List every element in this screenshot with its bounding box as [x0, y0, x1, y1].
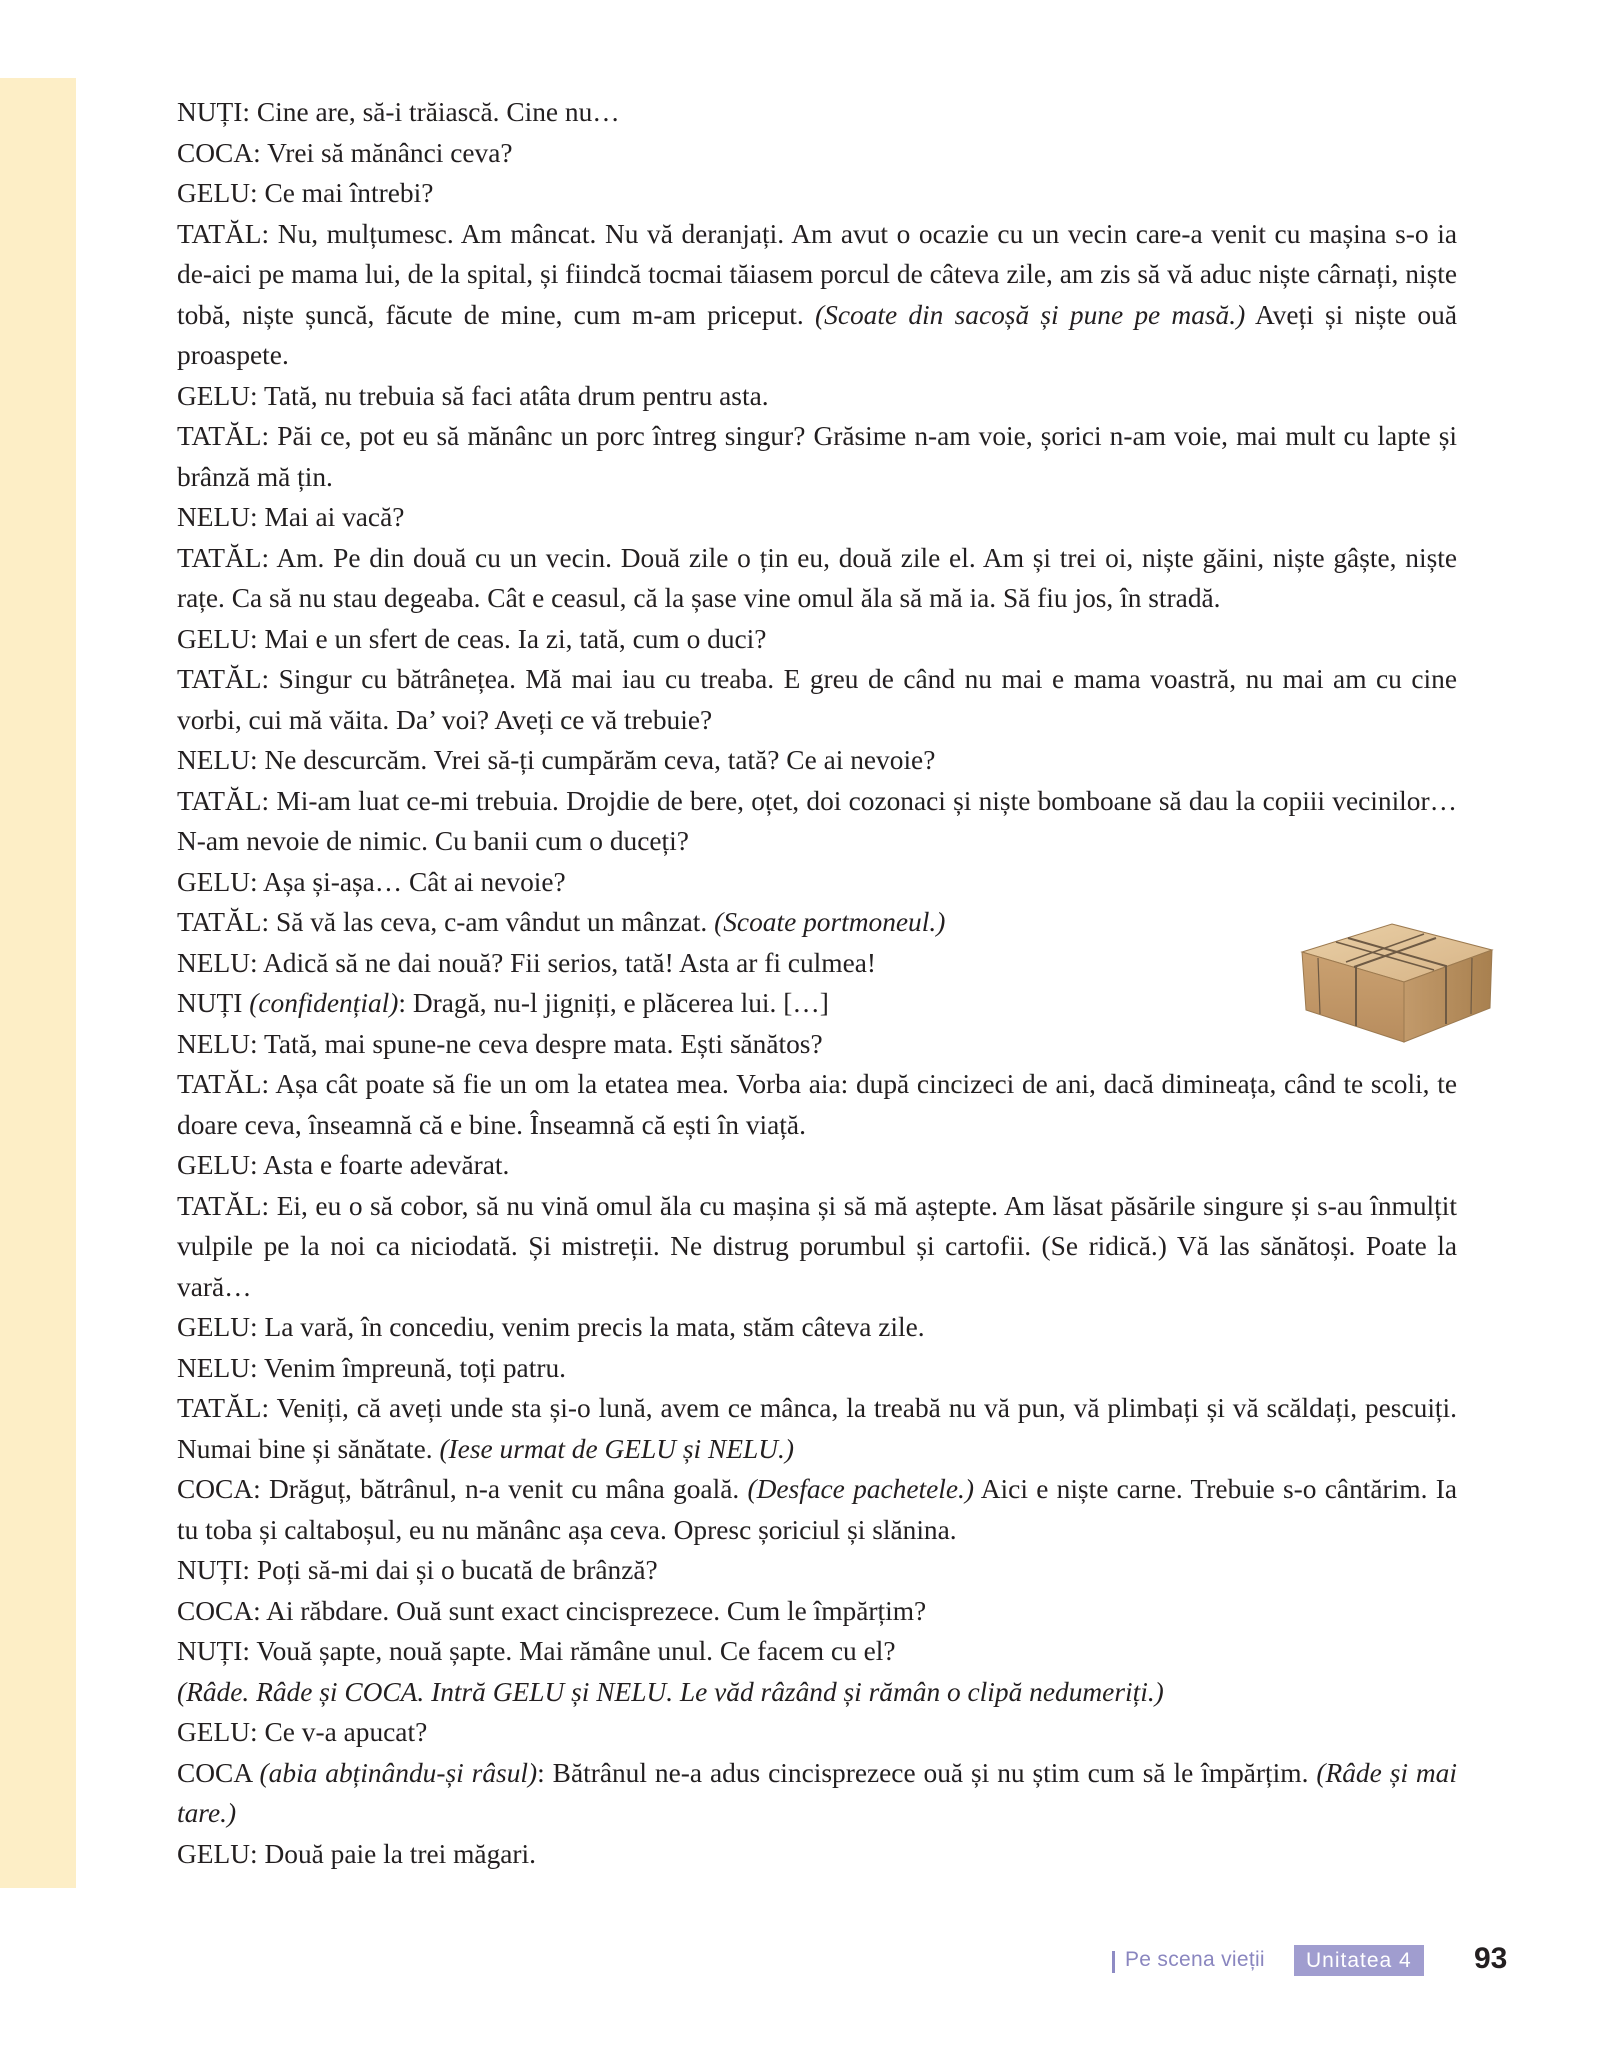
section-title: Pe scena vieții: [1125, 1948, 1265, 1971]
footer-divider: [1112, 1951, 1115, 1973]
page-number: 93: [1474, 1942, 1508, 1975]
stage-direction: (Râde. Râde și COCA. Intră GELU și NELU. Le văd râzând și rămân o clipă nedumeriți.): [177, 1676, 1164, 1707]
dialogue-line: GELU: Două paie la trei măgari.: [177, 1838, 536, 1869]
stage-direction: (Scoate portmoneul.): [714, 907, 946, 937]
dialogue-line: GELU: Tată, nu trebuia să faci atâta drum pentru asta.: [177, 380, 769, 411]
dialogue-line: NELU: Tată, mai spune-ne ceva despre mata. Ești sănătos?: [177, 1028, 823, 1059]
dialogue-text: [177, 92, 1457, 1874]
dialogue-line: GELU: Mai e un sfert de ceas. Ia zi, tată, cum o duci?: [177, 623, 767, 654]
stage-direction: (abia abținându-și râsul): [259, 1757, 538, 1788]
stage-direction: (Iese urmat de GELU și NELU.): [439, 1433, 794, 1464]
dialogue-line: NELU: Mai ai vacă?: [177, 502, 405, 532]
dialogue-line: TATĂL: Am. Pe din două cu un vecin. Două zile o țin eu, două zile el. Am și trei oi, niște găini, niște gâște, niște rațe. Ca să nu stau degeaba. Cât e ceasul, că la șase vine omul ăla să mă ia. Să fiu jos, în stradă.: [177, 542, 1457, 613]
unit-badge: Unitatea 4: [1294, 1945, 1424, 1976]
dialogue-line: TATĂL: Nu, mulțumesc. Am mâncat. Nu vă deranjați. Am avut o ocazie cu un vecin care-a venit cu mașina s-o ia de-aici pe mama lui, de la spital, și fiindcă tocmai tăiasem porcul de câteva zile, am zis să vă aduc niște cârnați, niște tobă, niște șuncă, făcute de mine, cum m-am priceput. (Scoate din sacoșă și pune pe masă.) Aveți și niște ouă proaspete.: [177, 218, 1457, 370]
dialogue-line: TATĂL: Așa cât poate să fie un om la etatea mea. Vorba aia: după cincizeci de ani, dacă dimineața, când te scoli, te doare ceva, înseamnă că e bine. Înseamnă că ești în viață.: [177, 1069, 1457, 1140]
dialogue-line: COCA: Drăguț, bătrânul, n-a venit cu mâna goală. (Desface pachetele.) Aici e niște carne. Trebuie s-o cântărim. Ia tu toba și caltaboșul, eu nu mănânc așa ceva. Opresc șoriciul și slănina.: [177, 1474, 1457, 1545]
stage-direction: (Scoate din sacoșă și pune pe masă.): [815, 299, 1246, 330]
margin-strip: [0, 78, 76, 1888]
parcel-icon: [1296, 918, 1496, 1048]
dialogue-line: GELU: Ce v-a apucat?: [177, 1717, 428, 1747]
stage-direction: (Desface pachetele.): [747, 1474, 974, 1504]
dialogue-line: GELU: La vară, în concediu, venim precis la mata, stăm câteva zile.: [177, 1312, 925, 1342]
dialogue-line: TATĂL: Ei, eu o să cobor, să nu vină omul ăla cu mașina și să mă aștepte. Am lăsat păsările singure și s-au înmulțit vulpile pe la noi ca niciodată. Și mistreții. Ne distrug porumbul și cartofii. (Se ridică.) Vă las sănătoși. Poate la vară…: [177, 1190, 1457, 1302]
stage-direction: (confidențial): [249, 988, 399, 1018]
dialogue-line: NUȚI: Vouă șapte, nouă șapte. Mai rămâne unul. Ce facem cu el?: [177, 1636, 896, 1666]
dialogue-line: NUȚI (confidențial): Dragă, nu-l jigniți, e plăcerea lui. […]: [177, 988, 829, 1018]
dialogue-line: GELU: Ce mai întrebi?: [177, 178, 434, 208]
dialogue-line: NELU: Ne descurcăm. Vrei să-ți cumpărăm ceva, tată? Ce ai nevoie?: [177, 745, 936, 775]
dialogue-line: NUȚI: Poți să-mi dai și o bucată de brânză?: [177, 1555, 658, 1585]
dialogue-line: TATĂL: Veniți, că aveți unde sta și-o lună, avem ce mânca, la treabă nu vă pun, vă plimbați și vă scăldați, pescuiți. Numai bine și sănătate. (Iese urmat de GELU și NELU.): [177, 1393, 1457, 1464]
stage-direction: (Râde și mai tare.): [177, 1757, 1457, 1828]
dialogue-line: GELU: Asta e foarte adevărat.: [177, 1150, 510, 1180]
dialogue-line: GELU: Așa și-așa… Cât ai nevoie?: [177, 866, 566, 897]
dialogue-line: [177, 1672, 1457, 1713]
page-footer: [0, 1942, 1614, 1982]
dialogue-line: NELU: Adică să ne dai nouă? Fii serios, tată! Asta ar fi culmea!: [177, 947, 877, 978]
dialogue-line: NELU: Venim împreună, toți patru.: [177, 1352, 566, 1383]
dialogue-line: COCA: Ai răbdare. Ouă sunt exact cincisprezece. Cum le împărțim?: [177, 1595, 927, 1626]
dialogue-line: TATĂL: Mi-am luat ce-mi trebuia. Drojdie de bere, oțet, doi cozonaci și niște bomboane să dau la copiii vecinilor… N-am nevoie de nimic. Cu banii cum o duceți?: [177, 785, 1457, 856]
dialogue-line: TATĂL: Să vă las ceva, c-am vândut un mânzat. (Scoate portmoneul.): [177, 907, 946, 937]
dialogue-line: COCA (abia abținându-și râsul): Bătrânul ne-a adus cincisprezece ouă și nu știm cum să le împărțim. (Râde și mai tare.): [177, 1757, 1457, 1828]
dialogue-line: NUȚI: Cine are, să-i trăiască. Cine nu…: [177, 97, 620, 127]
dialogue-line: TATĂL: Păi ce, pot eu să mănânc un porc întreg singur? Grăsime n-am voie, șorici n-am voie, mai mult cu lapte și brânză mă țin.: [177, 421, 1457, 492]
dialogue-line: TATĂL: Singur cu bătrânețea. Mă mai iau cu treaba. E greu de când nu mai e mama voastră, nu mai am cu cine vorbi, cui mă văita. Da’ voi? Aveți ce vă trebuie?: [177, 664, 1457, 735]
dialogue-line: COCA: Vrei să mănânci ceva?: [177, 137, 513, 168]
